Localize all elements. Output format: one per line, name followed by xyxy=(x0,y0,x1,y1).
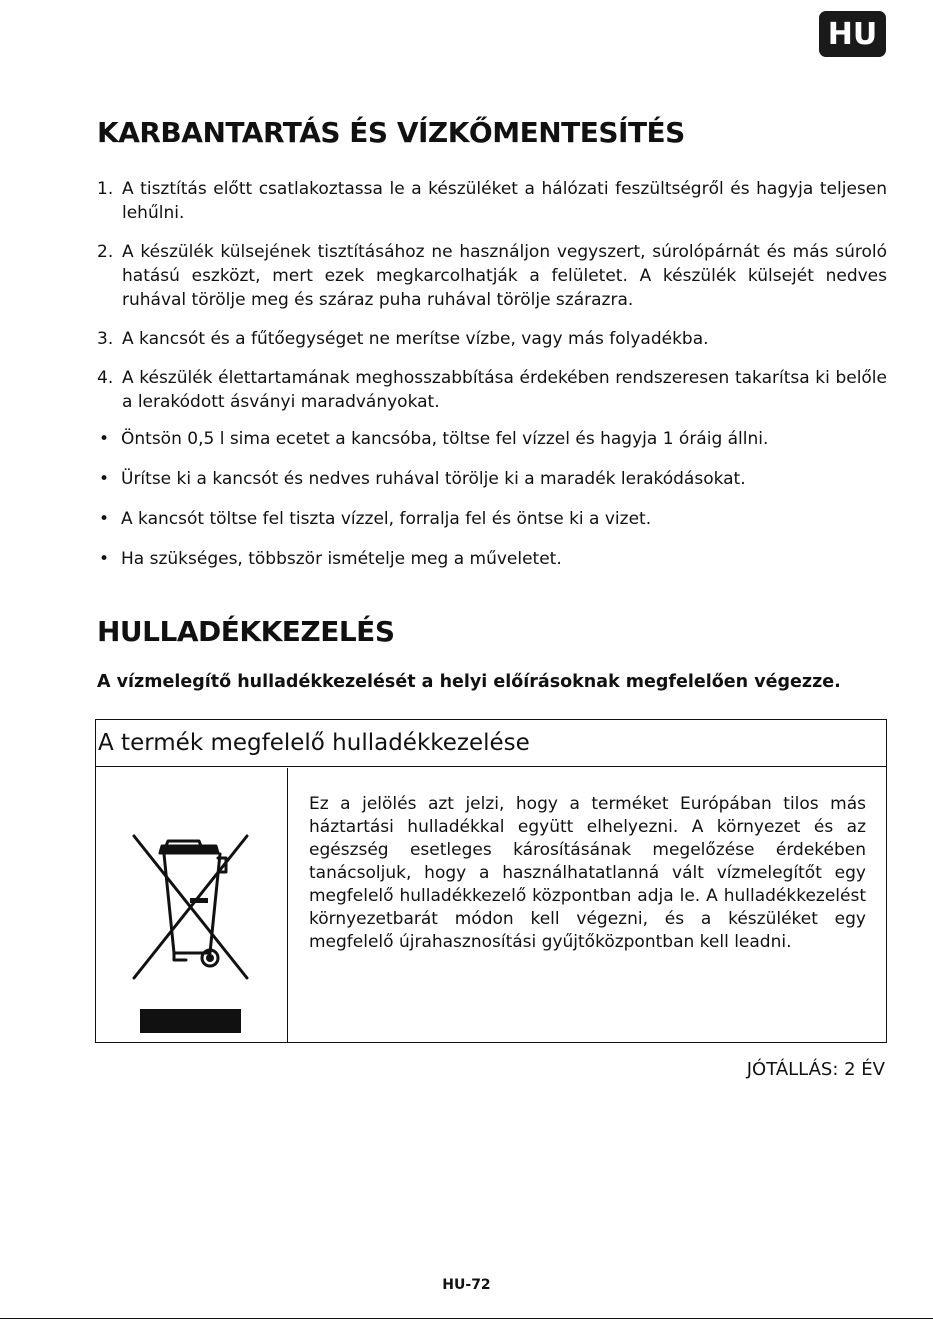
maintenance-steps xyxy=(97,177,887,414)
list-item-text: A készülék élettartamának meghosszabbítása érdekében rendszeresen takarítsa ki belőle a lerakódott ásványi maradványokat. xyxy=(122,368,887,412)
bullet-item xyxy=(97,507,887,531)
list-item xyxy=(97,327,887,351)
descaling-steps xyxy=(97,427,887,571)
list-item xyxy=(97,177,887,225)
bullet-icon: • xyxy=(99,509,110,529)
list-item-number: 4. xyxy=(97,368,114,388)
crossed-out-wheelie-bin-icon xyxy=(96,768,287,1042)
page-number: HU-72 xyxy=(442,1277,491,1293)
disposal-title: HULLADÉKKEZELÉS xyxy=(97,615,395,648)
table-title: A termék megfelelő hulladékkezelése xyxy=(96,720,886,767)
bullet-item xyxy=(97,467,887,491)
list-item-number: 1. xyxy=(97,179,114,199)
bullet-icon: • xyxy=(99,549,110,569)
disposal-intro: A vízmelegítő hulladékkezelését a helyi előírásoknak megfelelően végezze. xyxy=(97,672,841,692)
maintenance-title: KARBANTARTÁS ÉS VÍZKŐMENTESÍTÉS xyxy=(97,116,685,149)
list-item-text: A tisztítás előtt csatlakoztassa le a készüléket a hálózati feszültségről és hagyja teljesen lehűlni. xyxy=(122,179,887,223)
table-icon-cell xyxy=(96,768,288,1042)
bullet-item xyxy=(97,547,887,571)
bullet-item xyxy=(97,427,887,451)
guarantee-text: JÓTÁLLÁS: 2 ÉV xyxy=(746,1059,885,1080)
list-item xyxy=(97,366,887,414)
list-item-number: 3. xyxy=(97,329,114,349)
table-description: Ez a jelölés azt jelzi, hogy a terméket Európában tilos más háztartási hulladékkal együtt elhelyezni. A környezet és az egészség esetleges károsításának megelőzése érdekében tanácsoljuk, hogy a használhatatlanná vált vízmelegítőt egy megfelelő hulladékkezelő központban adja le. A hulladékkezelést környezetbarát módon kell végezni, és a készüléket egy megfelelő újrahasznosítási gyűjtőközpontban kell leadni. xyxy=(309,794,866,952)
disposal-table xyxy=(95,719,887,1043)
bullet-text: Öntsön 0,5 l sima ecetet a kancsóba, töltse fel vízzel és hagyja 1 óráig állni. xyxy=(121,429,769,449)
footer-divider xyxy=(0,1318,933,1319)
bullet-text: A kancsót töltse fel tiszta vízzel, forralja fel és öntse ki a vizet. xyxy=(121,509,652,529)
bullet-text: Ürítse ki a kancsót és nedves ruhával törölje ki a maradék lerakódásokat. xyxy=(121,469,746,489)
list-item-number: 2. xyxy=(97,242,114,262)
language-badge: HU xyxy=(819,11,886,57)
bullet-text: Ha szükséges, többször ismételje meg a műveletet. xyxy=(121,549,562,569)
bullet-icon: • xyxy=(99,429,110,449)
bullet-icon: • xyxy=(99,469,110,489)
list-item xyxy=(97,240,887,312)
list-item-text: A készülék külsejének tisztításához ne használjon vegyszert, súrolópárnát és más súroló hatású eszközt, mert ezek megkarcolhatják a felületet. A készülék külsejét nedves ruhával törölje meg és száraz puha ruhával törölje szárazra. xyxy=(122,242,887,310)
list-item-text: A kancsót és a fűtőegységet ne merítse vízbe, vagy más folyadékba. xyxy=(122,329,709,349)
